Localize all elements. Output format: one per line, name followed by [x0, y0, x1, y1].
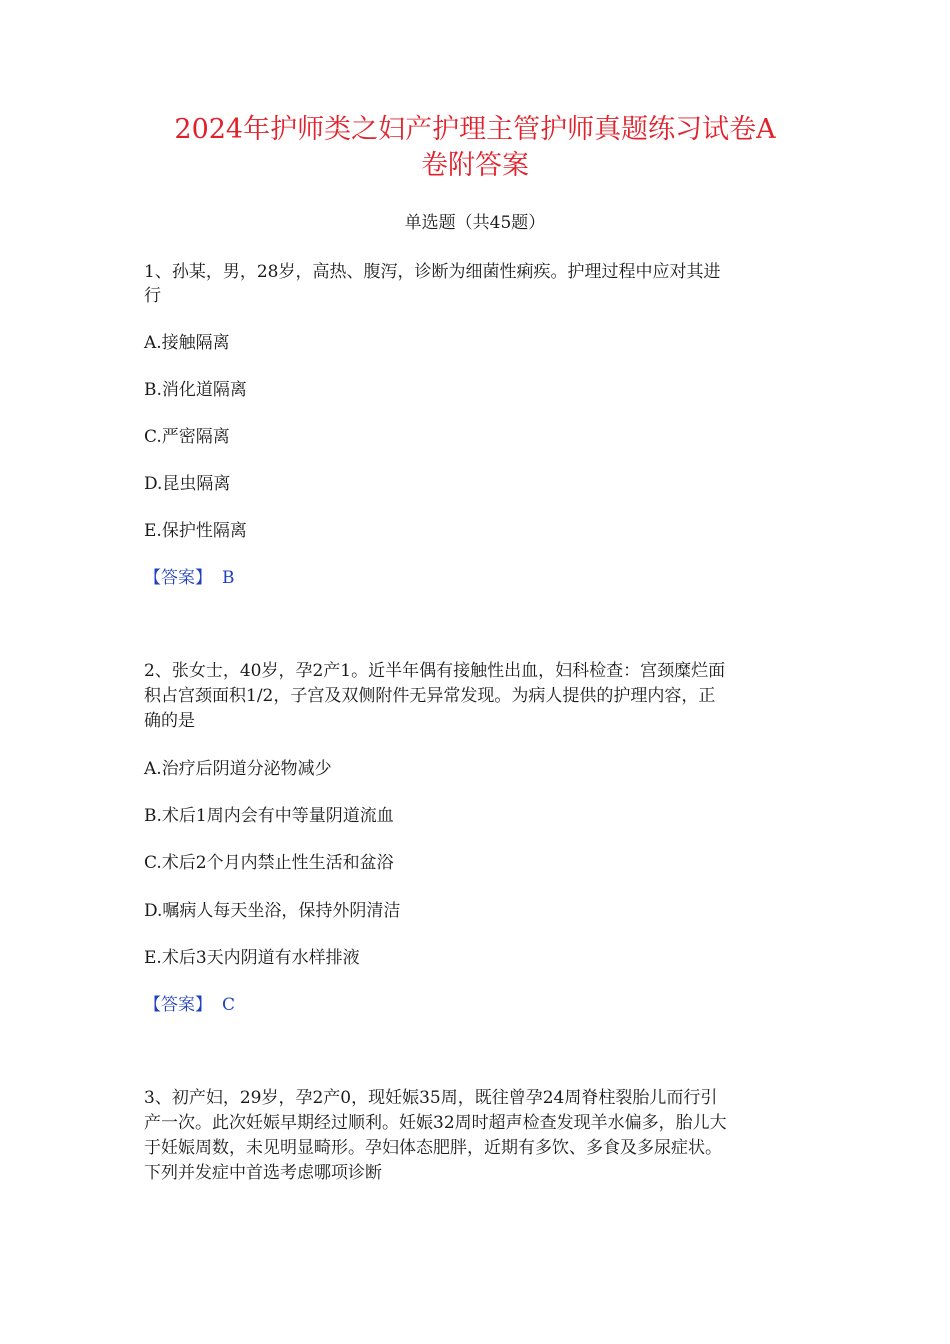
question-2-answer — [144, 993, 824, 1017]
question-3-stem-line-3: 于妊娠周数，未见明显畸形。孕妇体态肥胖，近期有多饮、多食及多尿症状。 — [144, 1138, 722, 1158]
question-1-answer — [144, 566, 824, 590]
answer-value: B — [222, 568, 235, 588]
question-2-option-e: E.术后3天内阴道有水样排液 — [144, 948, 360, 968]
question-2-stem-line-3: 确的是 — [144, 711, 195, 731]
document-title-line-2: 卷附答案 — [421, 150, 529, 181]
question-1-stem-line-1: 1、孙某，男，28岁，高热、腹泻，诊断为细菌性痢疾。护理过程中应对其进 — [144, 262, 721, 282]
question-1-option-a: A.接触隔离 — [144, 333, 230, 353]
answer-label: 【答案】 — [144, 568, 212, 588]
question-2-stem-line-1: 2、张女士，40岁，孕2产1。近半年偶有接触性出血，妇科检查：宫颈糜烂面 — [144, 661, 726, 681]
question-2-option-d: D.嘱病人每天坐浴，保持外阴清洁 — [144, 901, 401, 921]
question-2-option-c: C.术后2个月内禁止性生活和盆浴 — [144, 853, 394, 873]
section-heading: 单选题（共45题） — [404, 213, 546, 233]
question-1-option-e: E.保护性隔离 — [144, 521, 247, 541]
question-2-option-b: B.术后1周内会有中等量阴道流血 — [144, 806, 394, 826]
answer-label: 【答案】 — [144, 995, 212, 1015]
question-3-stem-line-1: 3、初产妇，29岁，孕2产0，现妊娠35周，既往曾孕24周脊柱裂胎儿而行引 — [144, 1088, 718, 1108]
answer-value: C — [222, 995, 236, 1015]
question-2-stem-line-2: 积占宫颈面积1/2，子宫及双侧附件无异常发现。为病人提供的护理内容，正 — [144, 686, 716, 706]
question-1-option-b: B.消化道隔离 — [144, 380, 247, 400]
question-1-option-d: D.昆虫隔离 — [144, 474, 231, 494]
question-3-stem-line-2: 产一次。此次妊娠早期经过顺利。妊娠32周时超声检查发现羊水偏多，胎儿大 — [144, 1113, 727, 1133]
question-2-option-a: A.治疗后阴道分泌物减少 — [144, 759, 332, 779]
question-1-stem-line-2: 行 — [144, 286, 161, 306]
question-3-stem-line-4: 下列并发症中首选考虑哪项诊断 — [144, 1163, 382, 1183]
document-title-line-1: 2024年护师类之妇产护理主管护师真题练习试卷A — [174, 114, 776, 145]
question-1-option-c: C.严密隔离 — [144, 427, 230, 447]
